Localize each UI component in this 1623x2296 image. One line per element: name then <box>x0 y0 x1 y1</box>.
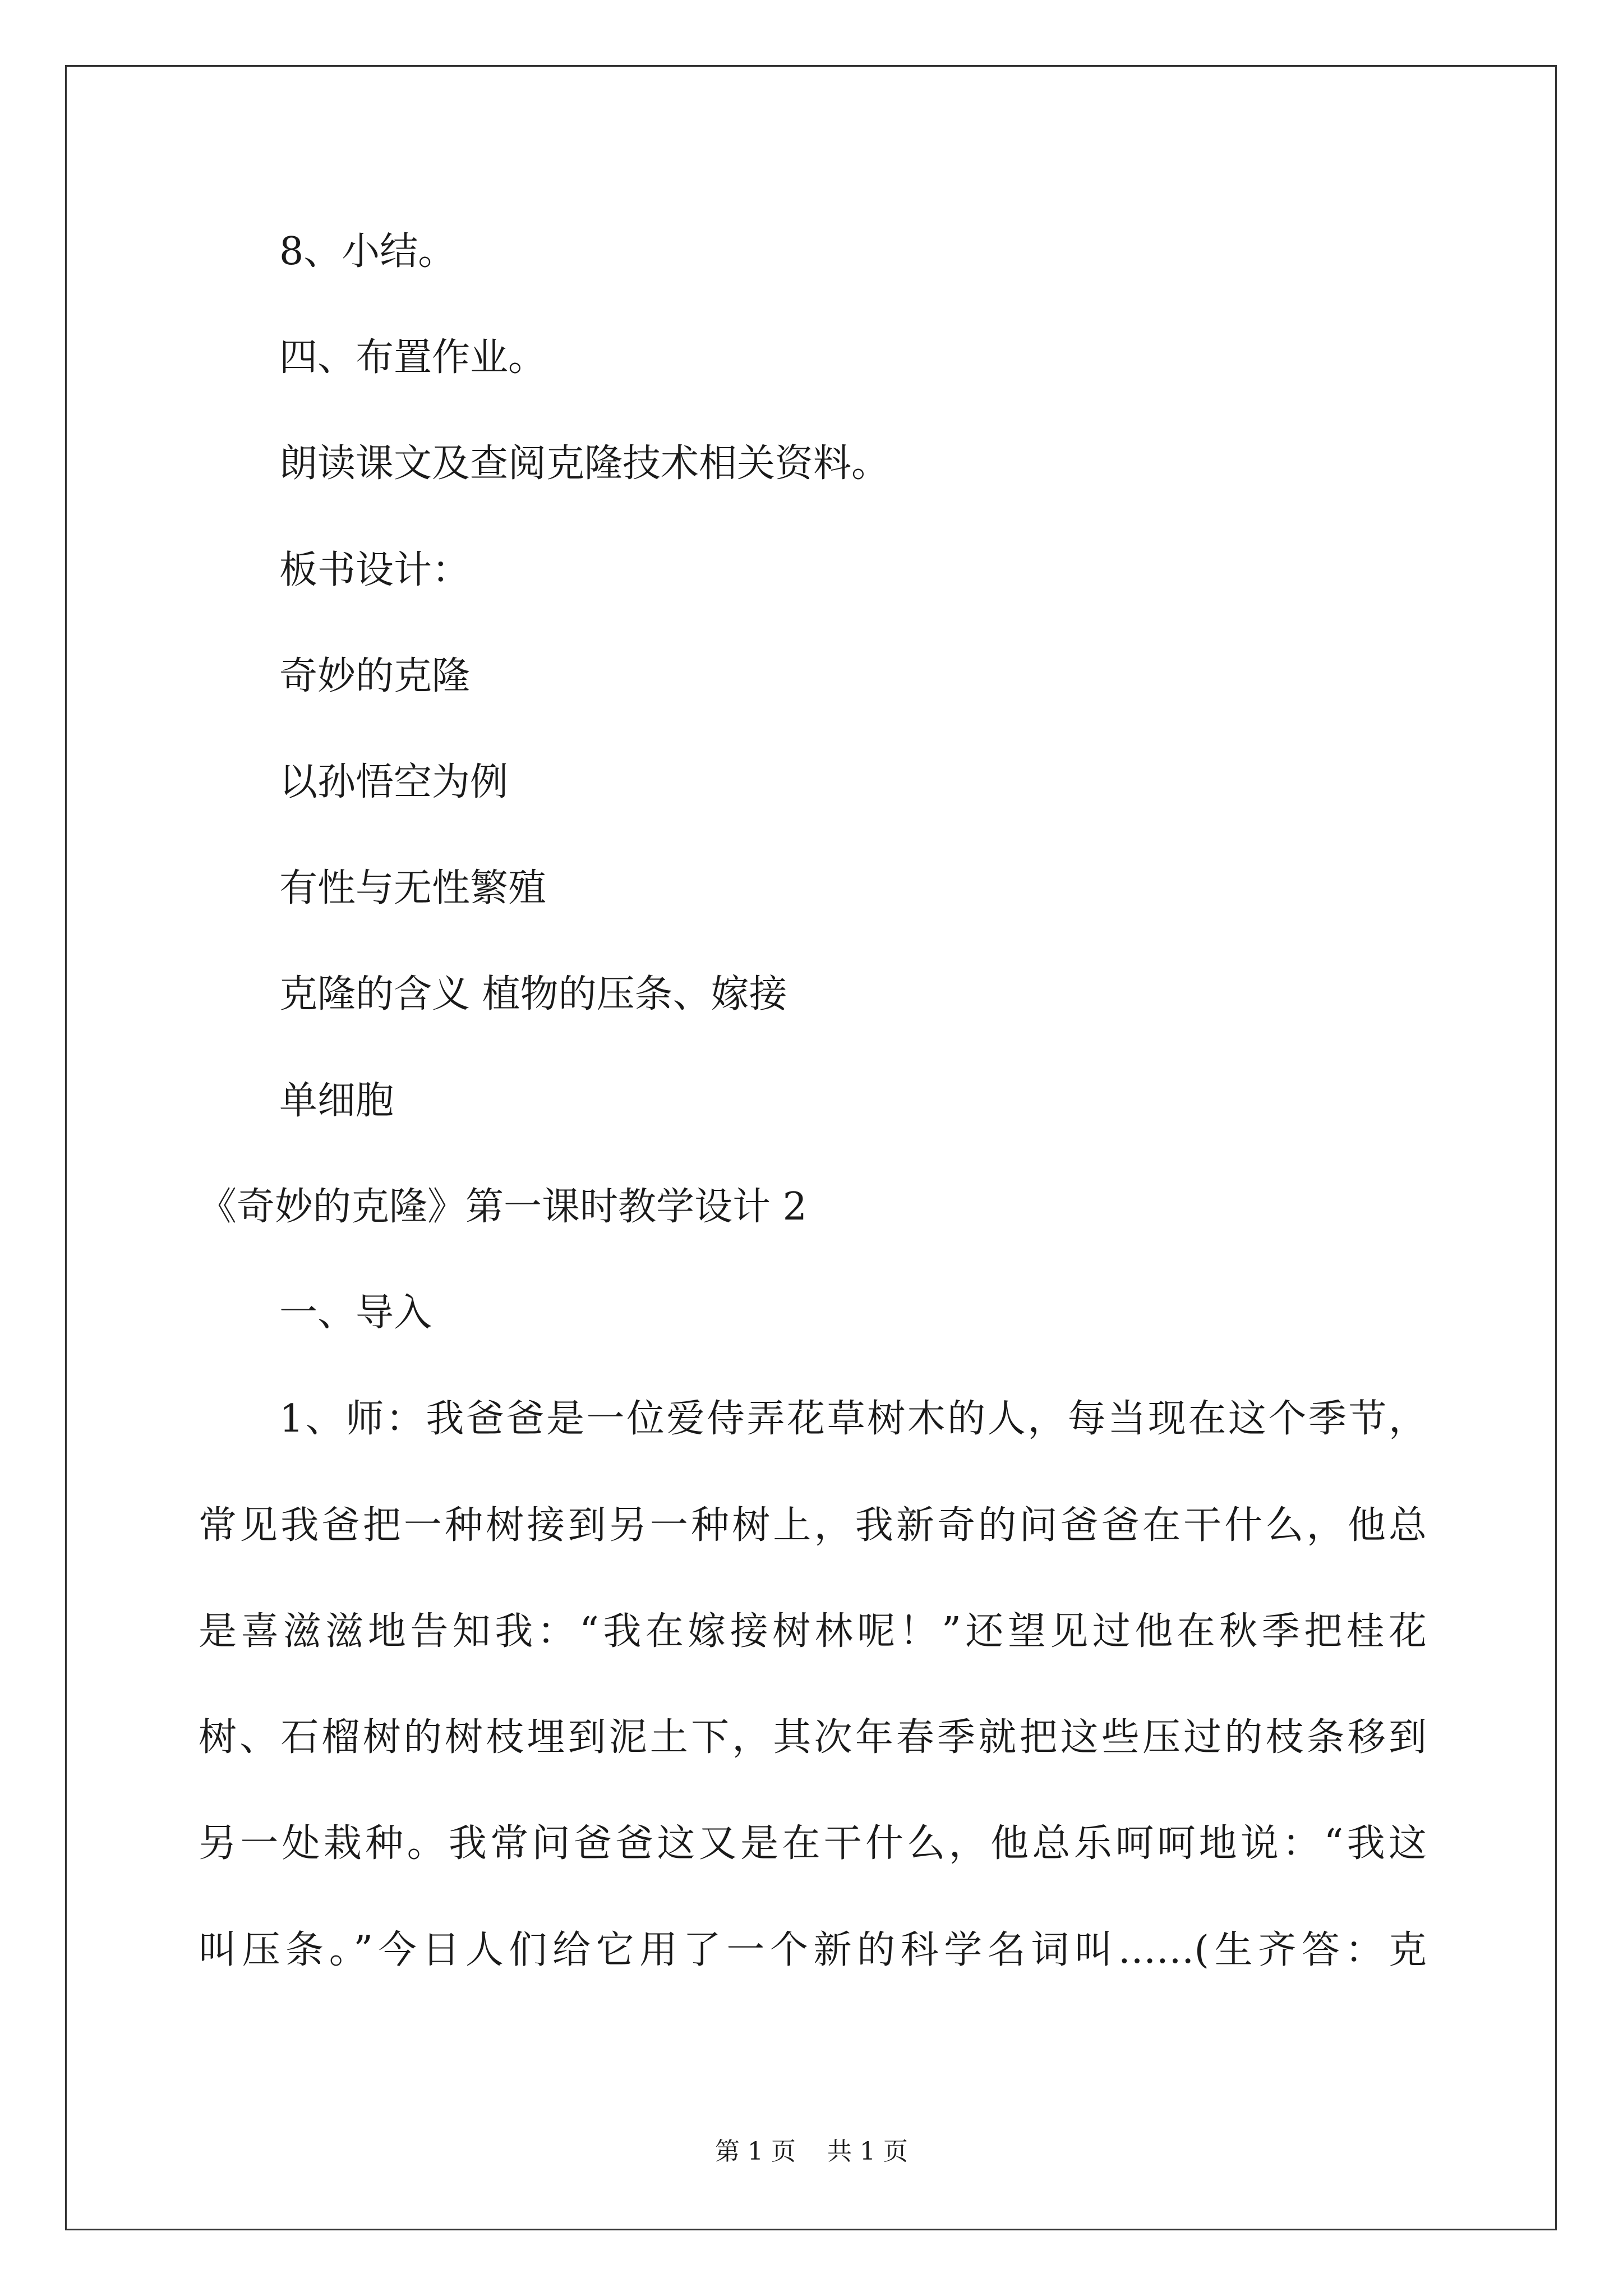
text-line-board-example: 以孙悟空为例 <box>279 760 509 804</box>
paragraph-line: 1、师：我爸爸是一位爱侍弄花草树木的人，每当现在这个季节， <box>279 1397 1427 1441</box>
paragraph-line: 树、石榴树的树枝埋到泥土下，其次年春季就把这些压过的枝条移到 <box>199 1715 1427 1760</box>
section-heading: 《奇妙的克隆》第一课时教学设计 2 <box>199 1185 807 1229</box>
text-line-intro-heading: 一、导入 <box>279 1291 432 1335</box>
text-line-board-single-cell: 单细胞 <box>279 1079 394 1123</box>
paragraph-line: 常见我爸把一种树接到另一种树上，我新奇的问爸爸在干什么，他总 <box>199 1503 1427 1548</box>
text-line-summary: 8、小结。 <box>279 229 457 274</box>
paragraph-line: 另一处栽种。我常问爸爸这又是在干什么，他总乐呵呵地说：“我这 <box>199 1821 1427 1866</box>
text-line-board-title: 奇妙的克隆 <box>279 654 471 698</box>
text-line-board-meaning: 克隆的含义 植物的压条、嫁接 <box>279 972 787 1016</box>
page-border <box>65 65 1557 2230</box>
paragraph-line: 叫压条。”今日人们给它用了一个新的科学名词叫……(生齐答：克 <box>199 1928 1427 1972</box>
page-number-footer: 第 1 页 共 1 页 <box>715 2137 908 2166</box>
paragraph-line: 是喜滋滋地告知我：“我在嫁接树林呢！”还望见过他在秋季把桂花 <box>199 1609 1427 1654</box>
text-line-board-design: 板书设计： <box>279 548 471 592</box>
text-line-homework-detail: 朗读课文及查阅克隆技术相关资料。 <box>279 441 890 486</box>
text-line-board-reproduction: 有性与无性繁殖 <box>279 866 547 910</box>
text-line-homework-heading: 四、布置作业。 <box>279 335 547 380</box>
